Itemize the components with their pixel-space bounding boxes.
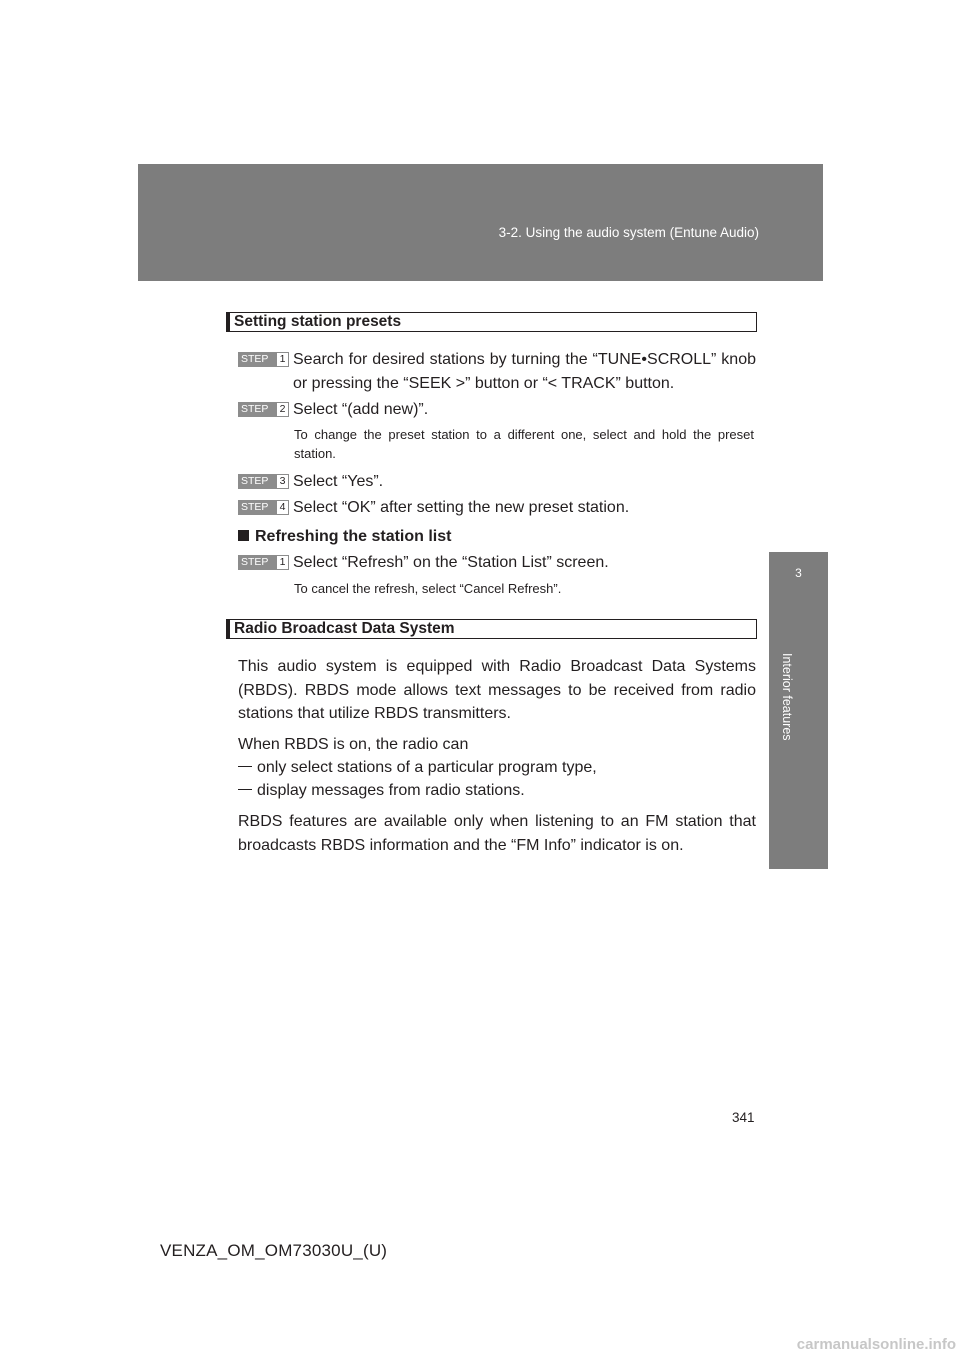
document-code: VENZA_OM_OM73030U_(U) bbox=[160, 1241, 388, 1260]
step-text: Select “(add new)”. bbox=[293, 401, 429, 418]
dash-icon bbox=[238, 789, 252, 790]
rbds-availability: RBDS features are available only when listening to an FM station that broadcasts RBDS information and the “FM Info” indicator is on. bbox=[238, 813, 756, 854]
dash-icon bbox=[238, 766, 252, 767]
chapter-label bbox=[778, 653, 798, 773]
header-band bbox=[138, 164, 823, 281]
step-text: Select “OK” after setting the new preset station. bbox=[293, 499, 630, 516]
step-badge: STEP 4 bbox=[238, 500, 289, 515]
note-text: To cancel the refresh, select “Cancel Refresh”. bbox=[294, 581, 562, 596]
step-item bbox=[238, 496, 756, 520]
step-item bbox=[238, 551, 756, 575]
page-number: 341 bbox=[732, 1110, 755, 1125]
step-text: Search for desired stations by turning the “TUNE•SCROLL” knob or pressing the “SEEK >” button or “< TRACK” button. bbox=[293, 351, 756, 392]
step-badge: STEP 3 bbox=[238, 474, 289, 489]
step-badge: STEP 1 bbox=[238, 352, 289, 367]
chapter-tab bbox=[769, 552, 828, 621]
chapter-label-text: Interior features bbox=[780, 653, 794, 741]
chapter-number: 3 bbox=[795, 566, 802, 580]
step-badge: STEP 2 bbox=[238, 402, 289, 417]
list-item: only select stations of a particular program type, bbox=[238, 756, 597, 779]
step-text: Select “Yes”. bbox=[293, 473, 384, 490]
step-badge: STEP 1 bbox=[238, 555, 289, 570]
step-item bbox=[238, 398, 756, 422]
section-heading-presets: Setting station presets bbox=[226, 312, 757, 332]
note-text: To change the preset station to a different one, select and hold the preset station. bbox=[294, 427, 754, 461]
subheading-refresh: Refreshing the station list bbox=[238, 526, 451, 548]
rbds-intro: This audio system is equipped with Radio Broadcast Data Systems (RBDS). RBDS mode allows text messages to be received from radio stations that utilize RBDS transmitters. bbox=[238, 658, 756, 722]
rbds-condition: When RBDS is on, the radio can bbox=[238, 736, 469, 753]
list-item: display messages from radio stations. bbox=[238, 779, 525, 802]
watermark: carmanualsonline.info bbox=[796, 1336, 956, 1353]
step-text: Select “Refresh” on the “Station List” screen. bbox=[293, 554, 609, 571]
square-bullet-icon bbox=[238, 530, 249, 541]
section-title: 3-2. Using the audio system (Entune Audio) bbox=[498, 225, 759, 240]
section-heading-rbds: Radio Broadcast Data System bbox=[226, 619, 757, 639]
step-item bbox=[238, 348, 756, 396]
step-item bbox=[238, 470, 756, 494]
